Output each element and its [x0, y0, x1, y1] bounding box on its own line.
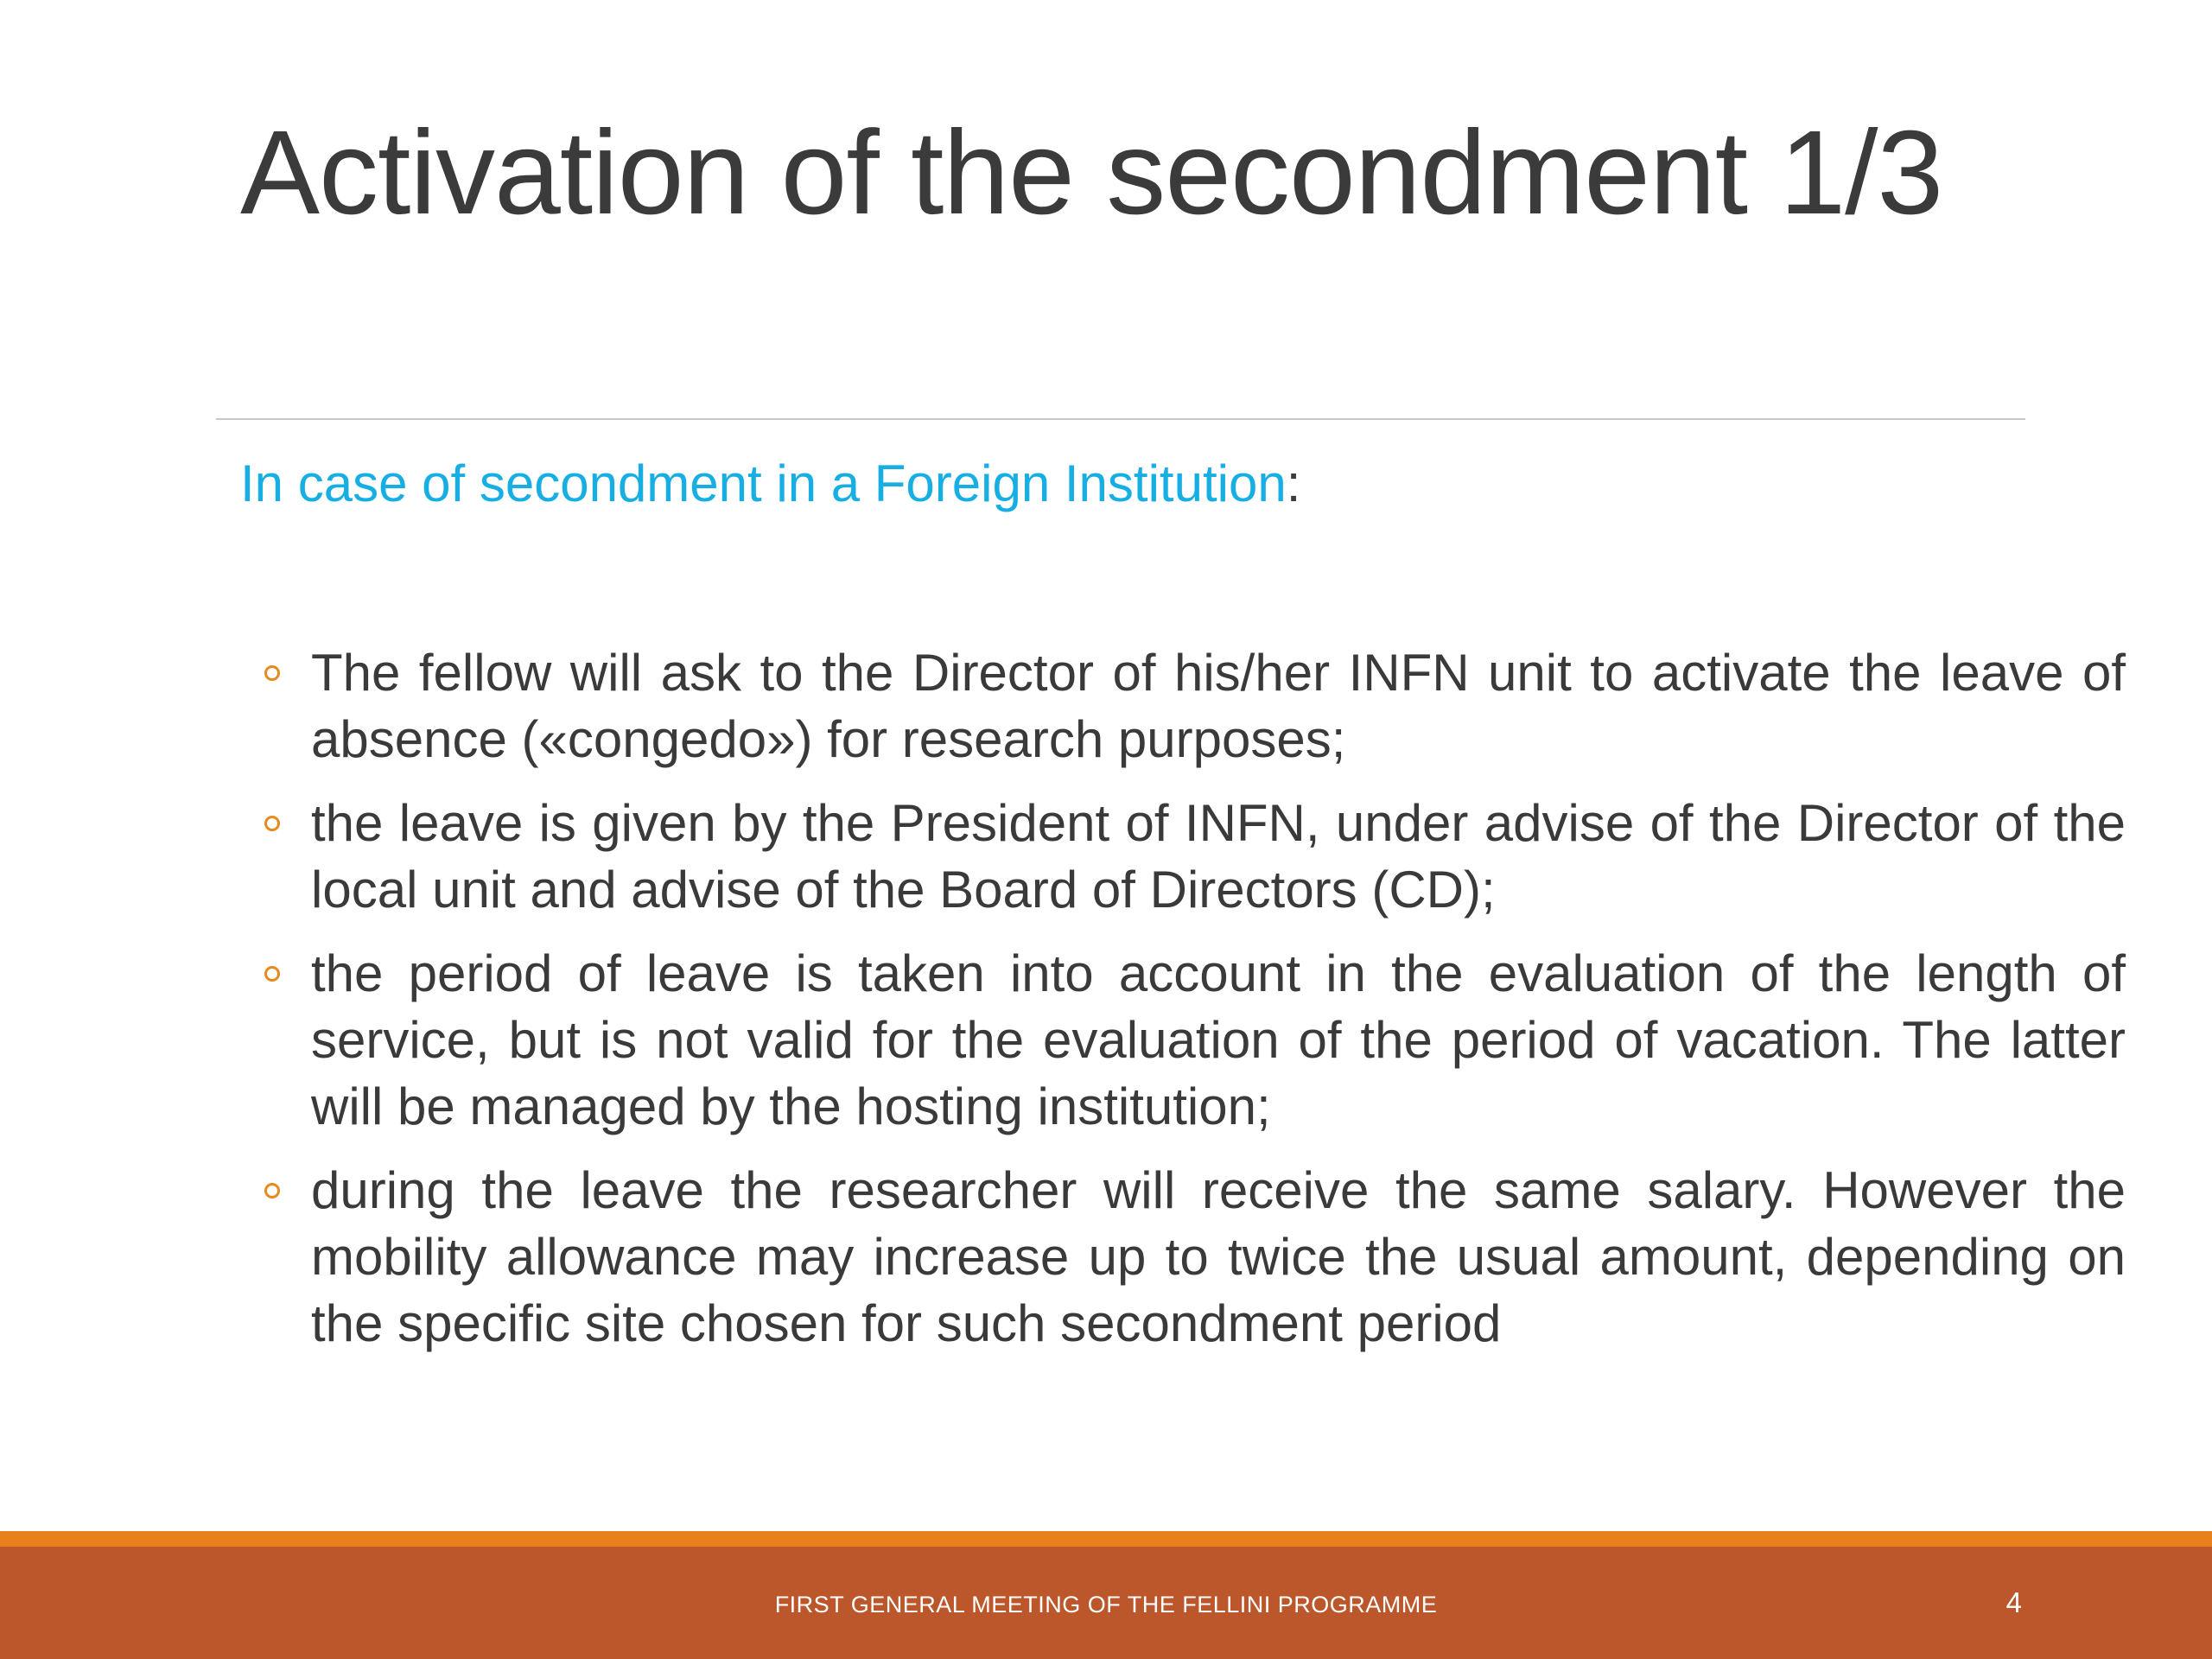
title-divider: [216, 418, 2025, 420]
bullet-text: the leave is given by the President of INFN, under advise of the Director of the local unit and advise of the Board of Directors (CD);: [311, 794, 2126, 918]
section-subheading: [240, 453, 1300, 515]
circle-bullet-icon: [264, 1183, 280, 1198]
page-number: 4: [2005, 1586, 2022, 1618]
bullet-item: [259, 639, 2126, 772]
circle-bullet-icon: [264, 816, 280, 831]
footer-band: [0, 1547, 2212, 1659]
subheading-colon: :: [1286, 454, 1301, 512]
bullet-item: [259, 940, 2126, 1140]
bullet-text: during the leave the researcher will receive the same salary. However the mobility allowance may increase up to twice the usual amount, depending on the specific site chosen for such secondment period: [311, 1161, 2126, 1352]
circle-bullet-icon: [264, 665, 280, 681]
subheading-accent-text: In case of secondment in a Foreign Institution: [240, 454, 1287, 512]
slide-title: Activation of the secondment 1/3: [240, 106, 1943, 239]
bullet-item: [259, 790, 2126, 923]
bullet-list: [259, 639, 2126, 1374]
bullet-item: [259, 1157, 2126, 1357]
footer-accent-stripe: [0, 1531, 2212, 1547]
circle-bullet-icon: [264, 966, 280, 982]
footer-text: FIRST GENERAL MEETING OF THE FELLINI PROGRAMME: [774, 1592, 1438, 1618]
bullet-text: the period of leave is taken into account in the evaluation of the length of service, but is not valid for the evaluation of the period of vacation. The latter will be managed by the hosting institution;: [311, 944, 2126, 1135]
bullet-text: The fellow will ask to the Director of his/her INFN unit to activate the leave of absence («congedo») for research purposes;: [311, 644, 2126, 768]
